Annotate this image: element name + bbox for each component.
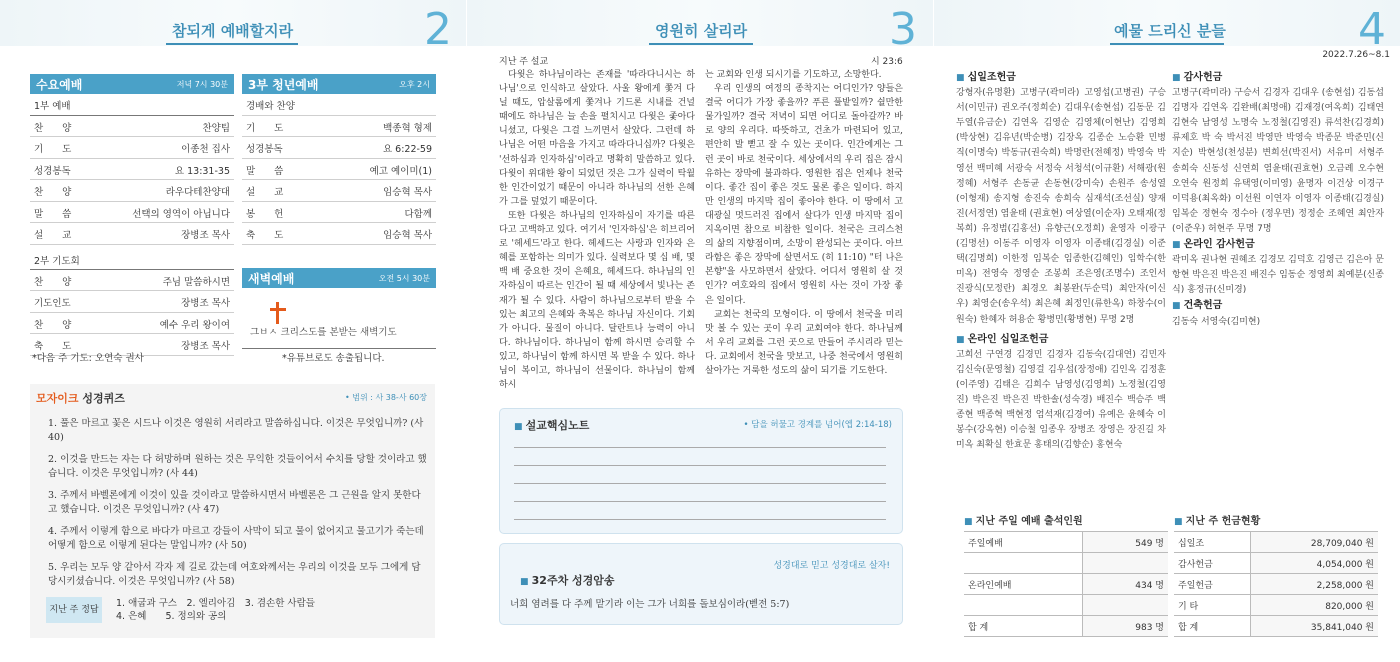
service-row — [30, 313, 234, 335]
row-label: 경배와 찬양 — [246, 101, 295, 112]
page-sermon — [467, 0, 933, 662]
thanks-names: 고병구(곽미라) 구승서 김경자 김대우 (송현섭) 김동섭 김명자 김연옥 김완배(최명애) 김재경(여옥희) 김태연 김현숙 남영성 노명숙 노정철(김영진) 류석찬(김경희) 류제호 박 숙 박서진 박영만 박영숙 박종문 박준민(신지순) 박현성(천성분) 변희선(박진서) 서유미 서형주 송희숙 신동성 신연희 염윤태(권효현) 오금례 오수현 오연숙 원정희 유택영(이미영) 윤명자 이건상 이경구 이덕용(최옥화) 이선원 이연자 이영자 이종태(김경실) 임복순 정현숙 정수아 (정우면) 정정순 조혜연 최안자(이준우) 허현주 무명 7명 — [1172, 88, 1384, 234]
row-label: 기 도 — [246, 122, 284, 134]
youth-service-table — [242, 74, 436, 245]
offering-summary-heading — [1174, 512, 1378, 527]
square-bullet-icon: ■ — [1172, 73, 1184, 83]
wednesday-title: 수요예배 — [36, 78, 83, 92]
service-row — [242, 223, 436, 245]
page-title: 참되게 예배할지라 — [172, 22, 294, 40]
service-row — [242, 159, 436, 181]
sermon-note-box — [499, 408, 903, 534]
row-value: 주님 말씀하시면 — [162, 276, 230, 288]
service-row — [30, 159, 234, 181]
answer-line-1: 1. 애굽과 구스 2. 엘리아김 3. 겸손한 사람들 — [116, 598, 315, 609]
service-row — [30, 137, 234, 159]
online-tithe-heading-text: 온라인 십일조헌금 — [967, 333, 1049, 345]
offering-summary-heading-text: 지난 주 헌금현황 — [1185, 516, 1261, 527]
stat-label: 주일헌금 — [1174, 574, 1251, 595]
stat-label: 십일조 — [1174, 532, 1251, 553]
first-part-label: 1부 예배 — [34, 101, 71, 112]
square-bullet-icon: ■ — [956, 334, 968, 345]
offering-date-range: 2022.7.26~8.1 — [1322, 50, 1390, 60]
service-row — [30, 270, 234, 292]
stat-label: 합 계 — [1174, 616, 1251, 637]
quiz-question: 2. 이것을 만드는 자는 다 허망하며 원하는 것은 무익한 것들이어서 수치를 당할 것이라고 했습니다. 이것은 무엇입니까? (사 44) — [48, 454, 427, 479]
stat-value: 549 명 — [1083, 532, 1168, 553]
square-bullet-icon: ■ — [1174, 517, 1186, 527]
attendance-heading — [964, 512, 1168, 527]
stat-value: 820,000 원 — [1251, 595, 1378, 616]
page-title: 예물 드리신 분들 — [1114, 22, 1226, 40]
page-worship — [0, 0, 466, 662]
memorization-box — [499, 543, 903, 625]
row-label: 말 씀 — [246, 165, 284, 177]
row-value: 백종혁 형제 — [383, 122, 432, 134]
dawn-title: 새벽예배 — [248, 272, 295, 286]
dawn-logo-area — [242, 288, 436, 349]
row-value: 장병조 목사 — [181, 298, 230, 309]
offering-row — [1174, 595, 1378, 616]
row-value: 예고 예이미(1) — [369, 165, 432, 177]
attendance-row — [964, 616, 1168, 637]
thanks-heading-text: 감사헌금 — [1183, 72, 1223, 83]
wednesday-header — [30, 74, 234, 94]
service-row — [242, 116, 436, 138]
row-label: 말 씀 — [34, 208, 72, 220]
quiz-questions — [48, 417, 428, 597]
service-row — [242, 202, 436, 224]
stat-value: 35,841,040 원 — [1251, 616, 1378, 637]
service-row — [242, 137, 436, 159]
first-part-label-row — [30, 94, 234, 116]
title-underline — [1110, 43, 1224, 45]
row-label: 기 도 — [34, 144, 72, 155]
sermon-column-1 — [499, 68, 695, 392]
offering-summary-table — [1174, 512, 1378, 637]
title-underline — [166, 43, 298, 45]
stat-value — [1083, 595, 1168, 616]
row-label: 성경봉독 — [34, 165, 71, 177]
row-value: 라우다테찬양대 — [165, 187, 230, 198]
page-title: 영원히 살리라 — [655, 22, 748, 40]
online-thanks-names: 곽미옥 권나현 권혜조 김경모 김덕호 김영근 김은아 문항현 박은진 박은진 배진수 임동순 정영희 최예분(신종식) 홍정규(신미경) — [1172, 255, 1384, 296]
stat-value: 2,258,000 원 — [1251, 574, 1378, 595]
row-value: 이종천 집사 — [181, 144, 230, 155]
online-thanks-heading — [1172, 237, 1384, 253]
stat-value: 983 명 — [1083, 616, 1168, 637]
note-line[interactable] — [514, 465, 886, 466]
quiz-question: 4. 주께서 이렇게 함으로 바다가 마르고 강들이 사막이 되고 물이 없어지고 물고기가 죽는데 어떻게 함으로 이렇게 된다는 말입니까? (사 50) — [48, 526, 424, 551]
youtube-note: *유튜브로도 송출됩니다. — [282, 353, 385, 364]
stat-label: 기 타 — [1174, 595, 1251, 616]
attendance-row — [964, 595, 1168, 616]
row-label: 성경봉독 — [246, 144, 283, 155]
memorization-title-text: 32주차 성경암송 — [531, 574, 615, 587]
youth-title: 3부 청년예배 — [248, 78, 319, 92]
online-thanks-heading-text: 온라인 감사헌금 — [1183, 239, 1255, 251]
row-label: 찬 양 — [34, 187, 72, 198]
sermon-reference: 시 23:6 — [871, 57, 903, 67]
stat-value: 4,054,000 원 — [1251, 553, 1378, 574]
building-heading-text: 건축헌금 — [1183, 300, 1223, 312]
row-label: 찬 양 — [34, 319, 72, 331]
memorization-title — [520, 572, 615, 588]
row-label: 봉 헌 — [246, 208, 284, 220]
youth-time: 오후 2시 — [399, 80, 430, 89]
service-row — [30, 202, 234, 224]
page-number: 3 — [889, 4, 917, 55]
page-number: 2 — [424, 4, 452, 55]
row-value: 요 13:31-35 — [174, 165, 230, 177]
note-line[interactable] — [514, 501, 886, 502]
attendance-row — [964, 532, 1168, 553]
row-value: 임승혁 목사 — [383, 230, 432, 241]
quiz-range: • 범위 : 사 38-사 60장 — [344, 393, 427, 402]
row-label: 축 도 — [246, 230, 284, 241]
service-row — [30, 223, 234, 245]
square-bullet-icon: ■ — [964, 517, 976, 527]
quiz-question: 5. 우리는 모두 양 같아서 각자 제 길로 갔는데 여호와께서는 우리의 이것을 모두 그에게 담당시키셨습니다. 이것은 무엇입니까? (사 58) — [48, 562, 421, 587]
answer-line-2: 4. 은혜 5. 정의와 공의 — [116, 611, 227, 622]
wednesday-time: 저녁 7시 30분 — [176, 80, 228, 89]
quiz-question: 1. 풀은 마르고 꽃은 시드나 이것은 영원히 서리라고 말씀하십니다. 이것은 무엇입니까? (사 40) — [48, 418, 424, 443]
building-names: 김동숙 서영숙(김미현) — [1172, 316, 1261, 327]
service-row — [30, 180, 234, 202]
second-part-label-row — [30, 245, 234, 270]
page-number: 4 — [1358, 4, 1386, 55]
dawn-service-box — [242, 268, 436, 349]
note-line[interactable] — [514, 483, 886, 484]
building-heading — [1172, 298, 1384, 314]
stat-value — [1083, 553, 1168, 574]
memorization-verse: 너희 염려를 다 주께 맡기라 이는 그가 너희를 돌보심이라(벧전 5:7) — [510, 599, 790, 610]
wednesday-service-table — [30, 74, 234, 356]
attendance-heading-text: 지난 주일 예배 출석인원 — [975, 516, 1083, 527]
stat-label: 주일예배 — [964, 532, 1083, 553]
tithe-names: 강형자(유명환) 고병구(곽미라) 고영섭(고병권) 구승서(이민규) 권오주(정희순) 김대우(송현섭) 김동문 김두열(유금순) 김연옥 김영순 김영체(이현난) 김영희(박상현) 김유년(박순병) 김장옥 김종순 노승환 민병직(이명숙) 박동규(권숙희) 박명란(전혜정) 박영숙 박영선 백미혜 서광숙 서정숙 서청석(이규환) 서해광(원정혜) 서형주 손동균 손동현(강미숙) 손원주 송성열(이형재) 송지형 송진숙 송희숙 심재석(조선실) 양재진(서정연) 염윤태 (권효현) 여상열(이순자) 오태재(정복희) 유정범(김홍선) 유향근(오정희) 윤영자 이광구(김명선) 이동주 이영자 이영자 이종태(김경실) 이준택(김명희) 이한정 임복순 임종한(김혜인) 임학수(한미옥) 전영숙 정영순 조봉희 조은영(조명수) 조인서 진광식(모정란) 최경오 최봉완(두순덕) 최안자(이신우) 최영순(송우석) 최은혜 최정인(류한옥) 하창수(이원숙) 한혜자 허용순 황병민(황병현) 무명 2명 — [956, 88, 1166, 325]
row-label: 설 교 — [246, 187, 284, 198]
sermon-paragraph: 우리 인생의 여정의 종착지는 어디인가? 양들은 결국 어디가 가장 좋을까? 푸른 풀밭일까? 쉴만한 물가일까? 결국 저녁이 되면 어디로 돌아갈까? 바로 양의 우리다. 따뜻하고, 건초가 마련되어 있고, 편안히 발 뻗고 잘 수 있는 곳이다. 인간에게는 그런 곳이 바로 천국이다. 세상에서의 우리 집은 잠시 유하는 장막에 불과하다. 영원한 집은 언제나 천국이다. 좋간 집이 좋은 것도 물론 좋은 일이다. 하지만 인생의 마지막 집이 좋아야 한다. 이 땅에서 고대광실 멋드러진 집에서 살다가 인생 마지막 집이 지옥이면 참으로 비참한 일이다. 천국은 크리스천의 삶의 지향점이며, 소망이 완성되는 곳이다. 아브라함은 좋은 장막에 살면서도 (히 11:10) "터 나은 본향"을 사모하면서 살았다. 어디서 영원히 살 것인가? 여호와의 집에서 영원히 사는 것이 가장 좋은 일이다. — [705, 84, 903, 306]
row-value: 임승혁 목사 — [383, 187, 432, 198]
row-label: 찬 양 — [34, 122, 72, 134]
offering-row — [1174, 532, 1378, 553]
online-tithe-names: 고희선 구연경 김경민 김경자 김동숙(김대연) 김민자 김신숙(문영철) 김영걸 김우섭(장정애) 김인옥 김정훈(이주영) 김태은 김희수 남영성(김영희) 노정철(김영진) 박은진 박은진 박한솔(성숙경) 배진수 백승주 백종현 백종혁 백현정 엄석재(김경여) 유예은 윤혜숙 이봉수(강옥현) 이승철 임종우 장병조 장영은 장진길 차미옥 최확실 한효문 홍태의(김향순) 홍현숙 — [956, 349, 1166, 451]
stat-value: 28,709,040 원 — [1251, 532, 1378, 553]
note-title — [514, 417, 589, 433]
square-bullet-icon: ■ — [1172, 301, 1184, 312]
offering-row — [1174, 616, 1378, 637]
answer-label: 지난 주 정답 — [46, 597, 102, 623]
answer-text — [116, 597, 315, 623]
row-value: 장병조 목사 — [181, 230, 230, 241]
note-line[interactable] — [514, 519, 886, 520]
row-value: 요 6:22-59 — [382, 144, 432, 155]
note-reference: • 담을 허물고 경계를 넘어(엡 2:14-18) — [743, 420, 892, 430]
thanks-section — [1172, 70, 1384, 330]
sermon-paragraph: 다윗은 하나님이라는 존재를 '따라다니시는 하나님'으로 인식하고 살았다. 사울 왕에게 쫓겨 다닐 때도, 압살롬에게 쫓겨나 기드론 시내를 건널 때에도 하나님은 늘 손을 펼치시고 다윗은 좇아다니셨고, 다윗은 그걸 느끼면서 살았다. 그런데 하나님은 어떤 마음을 가지고 따라다니십까? 다윗은 '선하심과 인자하심'이라고 명확히 말씀하고 있다. 다윗이 위대한 왕이 되었던 것은 그가 실력이 탁월한 인간이었기 때문이 아니라 하나님의 선한 은혜가 그를 덮었기 때문이다. — [499, 70, 695, 207]
youth-header — [242, 74, 436, 94]
service-row — [242, 180, 436, 202]
stat-label: 합 계 — [964, 616, 1083, 637]
row-value: 장병조 목사 — [181, 341, 230, 352]
dawn-header — [242, 268, 436, 288]
sermon-paragraph: 또한 다윗은 하나님의 인자하심이 자기를 따른다고 고백하고 있다. 여기서 '인자하심'은 히브리어로 '헤세드'라고 한다. 헤세드는 사랑과 인자와 은혜를 포함하는 의미가 있다. 실력보다 몇 십 배, 몇 백 배 중요한 것이 은혜요, 헤세드다. 하나님의 인자하심이 따르는 인간이 될 때 세상에서 빛나는 존재가 될 수 있다. 사람이 하나님으로부터 받을 수 있는 최고의 은혜와 축복은 하나님 자신이다. 기회가 아니다. 물질이 아니다. 달란트나 능력이 아니다. 하나님이다. 하나님이 함께 하시면 승리할 수 있고, 하나님이 함께 하시면 복 받을 수 있다. 하나님이 복이고, 하나님이 선물이다. 하나님이 함께 하시 — [499, 210, 695, 391]
note-title-text: 설교핵심노트 — [525, 419, 590, 432]
service-row — [242, 94, 436, 116]
thanks-heading — [1172, 70, 1384, 86]
square-bullet-icon: ■ — [514, 422, 526, 432]
quiz-title — [36, 390, 125, 406]
row-label: 기도인도 — [34, 298, 71, 309]
square-bullet-icon: ■ — [956, 73, 968, 83]
stat-label: 온라인예배 — [964, 574, 1083, 595]
row-value: 선택의 영역이 아닙니다 — [132, 208, 230, 220]
stat-label: 감사헌금 — [1174, 553, 1251, 574]
row-label: 설 교 — [34, 230, 72, 241]
sermon-paragraph: 교회는 천국의 모형이다. 이 땅에서 천국을 미리 맛 볼 수 있는 곳이 우리 교회여야 한다. 하나님께서 우리 교회를 그런 곳으로 만들어 주시리라 믿는다. 교회에서 천국을 맛보고, 나중 천국에서 영원히 살아가는 거룩한 성도의 삶이 되기를 기도한다. — [705, 309, 903, 376]
attendance-table — [964, 512, 1168, 637]
page-offerings — [934, 0, 1400, 662]
sermon-label: 지난 주 설교 — [499, 57, 549, 67]
title-underline — [649, 43, 753, 45]
dawn-logo-text: 그ㅂㅅ 크리스도를 본받는 새벽기도 — [250, 327, 397, 338]
attendance-row — [964, 553, 1168, 574]
dawn-time: 오전 5시 30분 — [378, 274, 430, 283]
sermon-column-2 — [705, 68, 903, 378]
attendance-row — [964, 574, 1168, 595]
stat-label — [964, 595, 1083, 616]
row-value: 다함께 — [404, 208, 432, 220]
offering-row — [1174, 553, 1378, 574]
tithe-section — [956, 70, 1166, 453]
sermon-paragraph: 는 교회와 인생 되시기를 기도하고, 소망한다. — [705, 70, 882, 80]
note-line[interactable] — [514, 447, 886, 448]
square-bullet-icon: ■ — [1172, 240, 1184, 251]
quiz-question: 3. 주께서 바벨론에게 이것이 있을 것이라고 말씀하시면서 바벨론은 그 근원을 알지 못한다고 했습니다. 이것은 무엇입니까? (사 47) — [48, 490, 421, 515]
next-week-prayer-note: *다음 주 기도: 오연숙 권사 — [32, 353, 144, 364]
row-label: 축 도 — [34, 341, 72, 352]
square-bullet-icon: ■ — [520, 577, 532, 587]
row-value: 찬양팀 — [202, 122, 230, 134]
quiz-title-rest: 성경퀴즈 — [78, 392, 125, 405]
quiz-title-mosaic: 모자이크 — [36, 392, 79, 405]
row-label: 찬 양 — [34, 276, 72, 288]
tithe-heading — [956, 70, 1166, 86]
service-row — [30, 291, 234, 313]
stat-label — [964, 553, 1083, 574]
bible-quiz-box — [30, 384, 435, 638]
online-tithe-heading — [956, 332, 1166, 348]
second-part-label: 2부 기도회 — [34, 255, 80, 267]
offering-row — [1174, 574, 1378, 595]
stat-value: 434 명 — [1083, 574, 1168, 595]
tithe-heading-text: 십일조헌금 — [967, 72, 1016, 83]
memorization-motto: 성경대로 믿고 성경대로 살자! — [773, 561, 890, 571]
cross-icon — [270, 302, 286, 324]
service-row — [30, 116, 234, 138]
row-value: 예수 우리 왕이여 — [159, 319, 230, 331]
